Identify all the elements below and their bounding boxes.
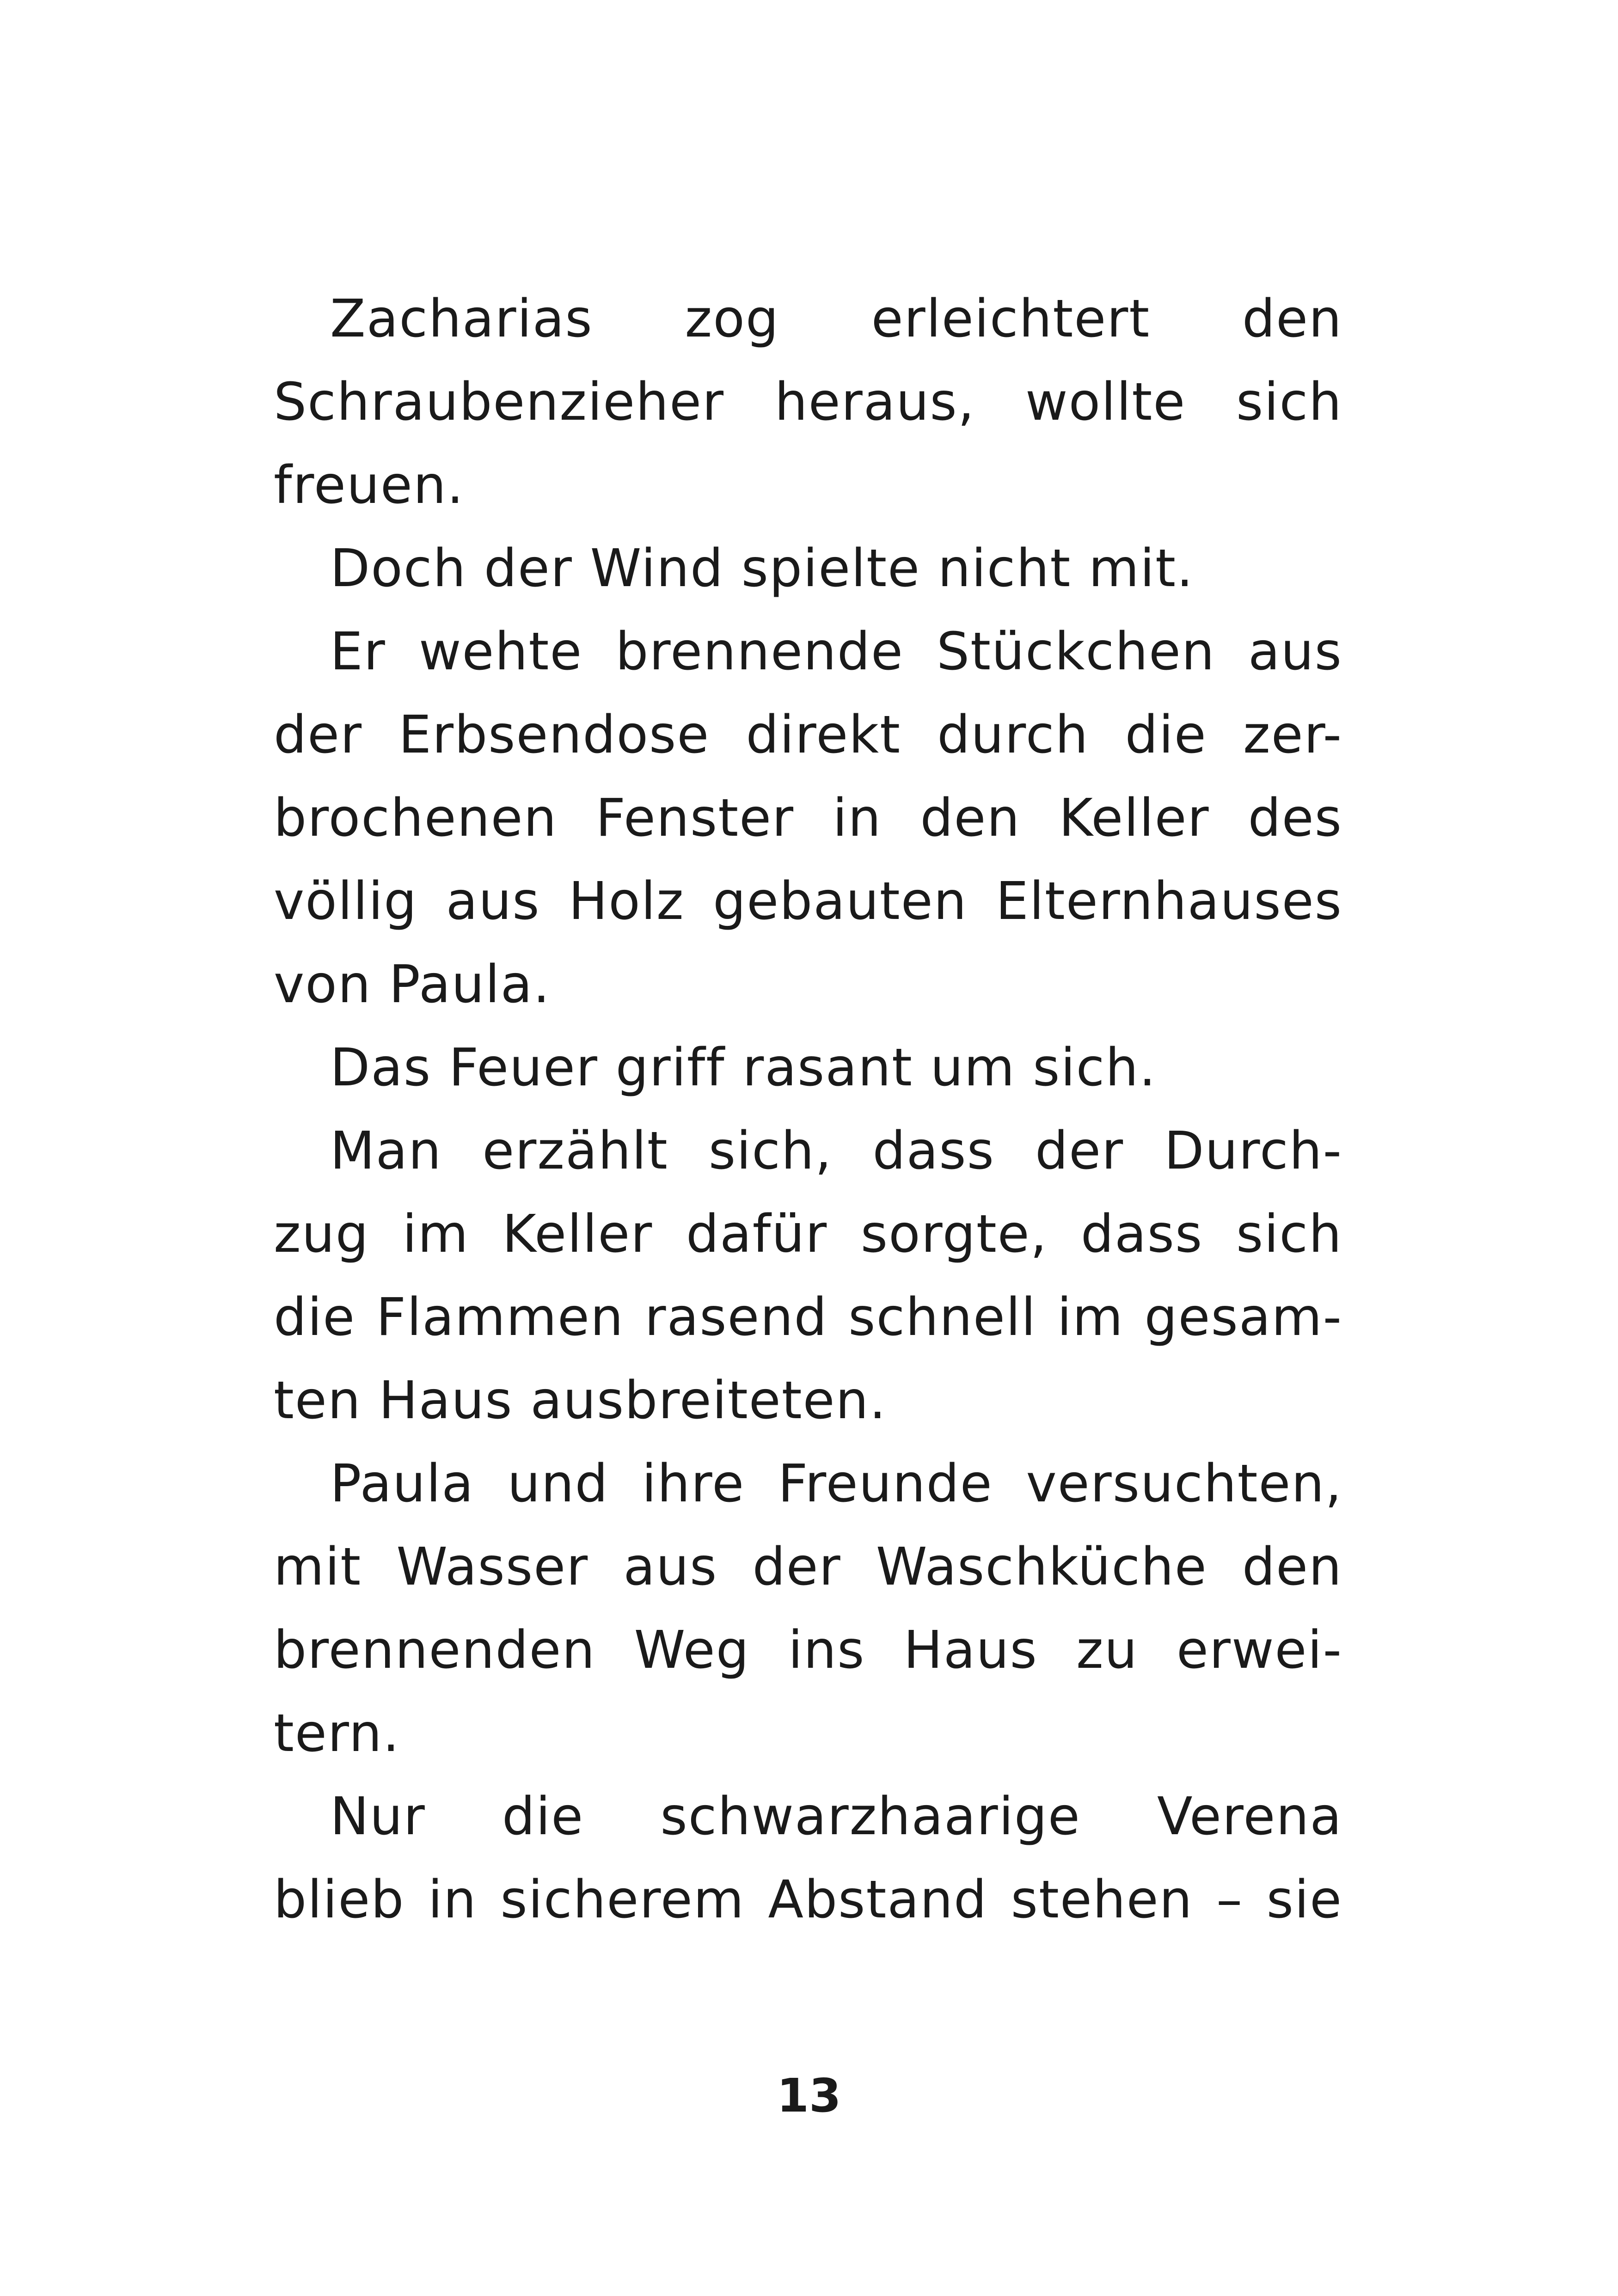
text-line: blieb in sicherem Abstand stehen – sie xyxy=(274,1870,1342,1930)
text-line: Er wehte brennende Stückchen aus xyxy=(330,622,1342,682)
text-line: die Flammen rasend schnell im gesam- xyxy=(274,1287,1342,1347)
text-line: Das Feuer griff rasant um sich. xyxy=(330,1038,1157,1098)
text-line: der Erbsendose direkt durch die zer- xyxy=(274,705,1342,765)
text-line: ten Haus ausbreiteten. xyxy=(274,1371,887,1431)
text-line: Schraubenzieher heraus, wollte sich xyxy=(274,372,1342,432)
body-text xyxy=(274,277,1342,1941)
text-line: freuen. xyxy=(274,455,465,515)
text-line: brochenen Fenster in den Keller des xyxy=(274,788,1342,848)
text-line: Paula und ihre Freunde versuchten, xyxy=(330,1454,1342,1514)
text-line: zug im Keller dafür sorgte, dass sich xyxy=(274,1204,1342,1264)
text-line: Doch der Wind spielte nicht mit. xyxy=(330,539,1194,599)
text-line: völlig aus Holz gebauten Elternhauses xyxy=(274,871,1342,931)
text-line: Zacharias zog erleichtert den xyxy=(330,289,1342,349)
text-line: mit Wasser aus der Waschküche den xyxy=(274,1537,1342,1597)
text-line: brennenden Weg ins Haus zu erwei- xyxy=(274,1620,1342,1680)
text-line: Man erzählt sich, dass der Durch- xyxy=(330,1121,1342,1181)
text-line: von Paula. xyxy=(274,955,551,1015)
text-line: tern. xyxy=(274,1703,400,1763)
text-line: Nur die schwarzhaarige Verena xyxy=(330,1787,1342,1847)
page-number: 13 xyxy=(777,2069,841,2123)
